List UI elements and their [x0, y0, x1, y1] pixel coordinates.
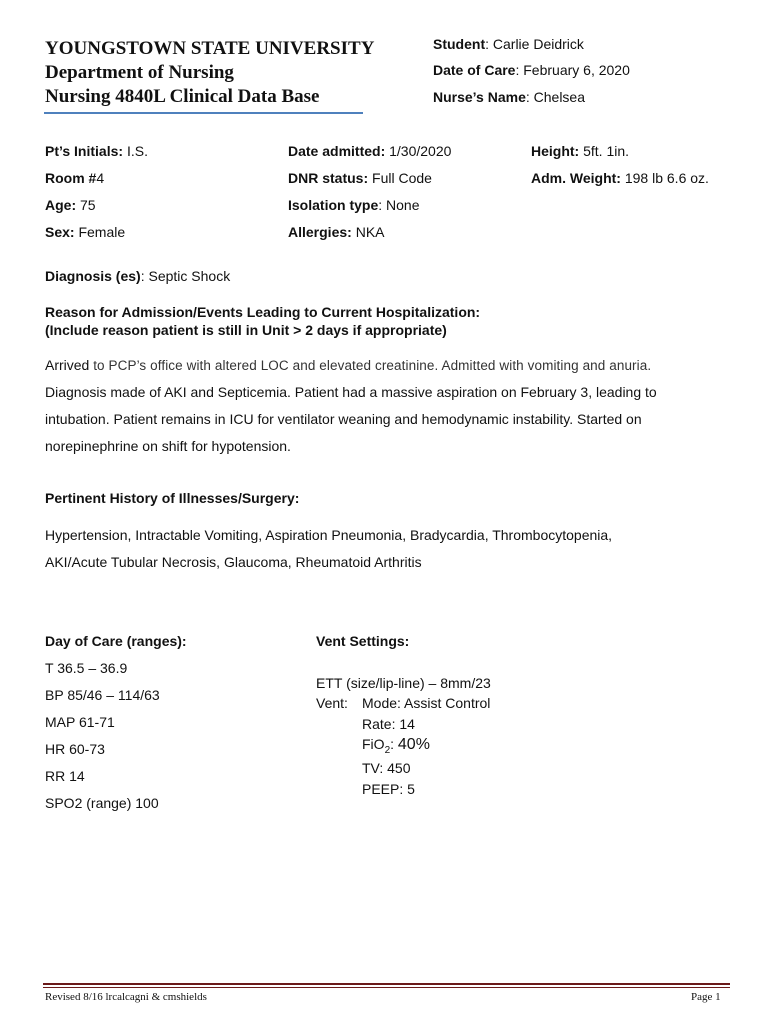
- date-admitted-label: Date admitted:: [288, 143, 386, 159]
- fio2-label: FiO: [362, 736, 385, 752]
- initials-value: I.S.: [123, 143, 148, 159]
- weight-label: Adm. Weight:: [531, 170, 621, 186]
- vent-settings-heading: Vent Settings:: [316, 633, 410, 649]
- footer-page-number: Page 1: [691, 991, 721, 1003]
- dnr-status-value: Full Code: [368, 170, 432, 186]
- fio2-subscript: 2: [384, 744, 391, 756]
- student-label: Student: [433, 36, 486, 52]
- date-of-care-line: [433, 62, 630, 78]
- day-of-care-heading: Day of Care (ranges):: [45, 633, 187, 649]
- vent-rate: Rate: 14: [362, 716, 415, 732]
- age-line: [45, 197, 96, 213]
- date-admitted-line: [288, 143, 451, 159]
- university-title: YOUNGSTOWN STATE UNIVERSITY: [45, 38, 375, 59]
- date-admitted-value: 1/30/2020: [385, 143, 452, 159]
- history-heading: Pertinent History of Illnesses/Surgery:: [45, 490, 300, 506]
- history-line1: Hypertension, Intractable Vomiting, Aspiration Pneumonia, Bradycardia, Thrombocytopenia,: [45, 527, 613, 543]
- weight-value: 198 lb 6.6 oz.: [620, 170, 709, 186]
- student-value: : Carlie Deidrick: [485, 36, 584, 52]
- day-of-care-item-rr: RR 14: [45, 768, 85, 784]
- weight-line: [531, 170, 709, 186]
- footer-revised: Revised 8/16 lrcalcagni & cmshields: [45, 991, 207, 1003]
- room-label: Room #: [45, 170, 97, 186]
- fio2-colon: :: [390, 736, 398, 752]
- nurse-name-value: : Chelsea: [525, 89, 586, 105]
- sex-label: Sex:: [45, 224, 75, 240]
- course-title: Nursing 4840L Clinical Data Base: [45, 86, 320, 107]
- initials-line: [45, 143, 148, 159]
- department-title: Department of Nursing: [45, 62, 234, 83]
- room-line: [45, 170, 104, 186]
- diagnosis-line: [45, 268, 230, 284]
- day-of-care-item-temp: T 36.5 – 36.9: [45, 660, 128, 676]
- age-label: Age:: [45, 197, 77, 213]
- dnr-status-line: [288, 170, 432, 186]
- day-of-care-item-hr: HR 60-73: [45, 741, 105, 757]
- student-line: [433, 36, 584, 52]
- sex-line: [45, 224, 125, 240]
- age-value: 75: [76, 197, 96, 213]
- history-line2: AKI/Acute Tubular Necrosis, Glaucoma, Rheumatoid Arthritis: [45, 554, 422, 570]
- day-of-care-item-bp: BP 85/46 – 114/63: [45, 687, 160, 703]
- admission-text-line2: Diagnosis made of AKI and Septicemia. Patient had a massive aspiration on February 3, leading to: [45, 384, 657, 400]
- admission-text-line1: [45, 357, 651, 373]
- vent-tv: TV: 450: [362, 760, 411, 776]
- height-label: Height:: [531, 143, 580, 159]
- vent-label: Vent:: [316, 695, 348, 711]
- allergies-line: [288, 224, 385, 240]
- vent-mode: Mode: Assist Control: [362, 695, 491, 711]
- header-rule: [44, 112, 363, 114]
- isolation-type-line: [288, 197, 419, 213]
- arrived-word: Arrived: [45, 357, 90, 373]
- nurse-name-line: [433, 89, 585, 105]
- isolation-type-label: Isolation type: [288, 197, 379, 213]
- vent-fio2: [362, 736, 430, 756]
- admission-text-line3: intubation. Patient remains in ICU for ventilator weaning and hemodynamic instability. Started on: [45, 411, 642, 427]
- footer-rule-thick: [43, 983, 730, 985]
- admission-heading-line2: (Include reason patient is still in Unit > 2 days if appropriate): [45, 322, 447, 338]
- footer-rule-thin: [43, 987, 730, 988]
- date-of-care-label: Date of Care: [433, 62, 516, 78]
- sex-value: Female: [74, 224, 126, 240]
- vent-ett: ETT (size/lip-line) – 8mm/23: [316, 675, 491, 691]
- allergies-value: NKA: [351, 224, 385, 240]
- day-of-care-item-map: MAP 61-71: [45, 714, 115, 730]
- allergies-label: Allergies:: [288, 224, 352, 240]
- dnr-status-label: DNR status:: [288, 170, 369, 186]
- fio2-value: 40%: [397, 736, 430, 753]
- admission-text-line1-rest: to PCP’s office with altered LOC and elevated creatinine. Admitted with vomiting and anuria.: [89, 358, 652, 373]
- height-value: 5ft. 1in.: [579, 143, 630, 159]
- height-line: [531, 143, 629, 159]
- diagnosis-value: : Septic Shock: [140, 268, 231, 284]
- admission-heading-line1: Reason for Admission/Events Leading to Current Hospitalization:: [45, 304, 481, 320]
- date-of-care-value: : February 6, 2020: [515, 62, 630, 78]
- nurse-name-label: Nurse’s Name: [433, 89, 526, 105]
- day-of-care-item-spo2: SPO2 (range) 100: [45, 795, 159, 811]
- initials-label: Pt’s Initials:: [45, 143, 124, 159]
- isolation-type-value: : None: [378, 197, 420, 213]
- room-value: 4: [96, 170, 105, 186]
- admission-text-line4: norepinephrine on shift for hypotension.: [45, 438, 291, 454]
- vent-peep: PEEP: 5: [362, 781, 415, 797]
- diagnosis-label: Diagnosis (es): [45, 268, 141, 284]
